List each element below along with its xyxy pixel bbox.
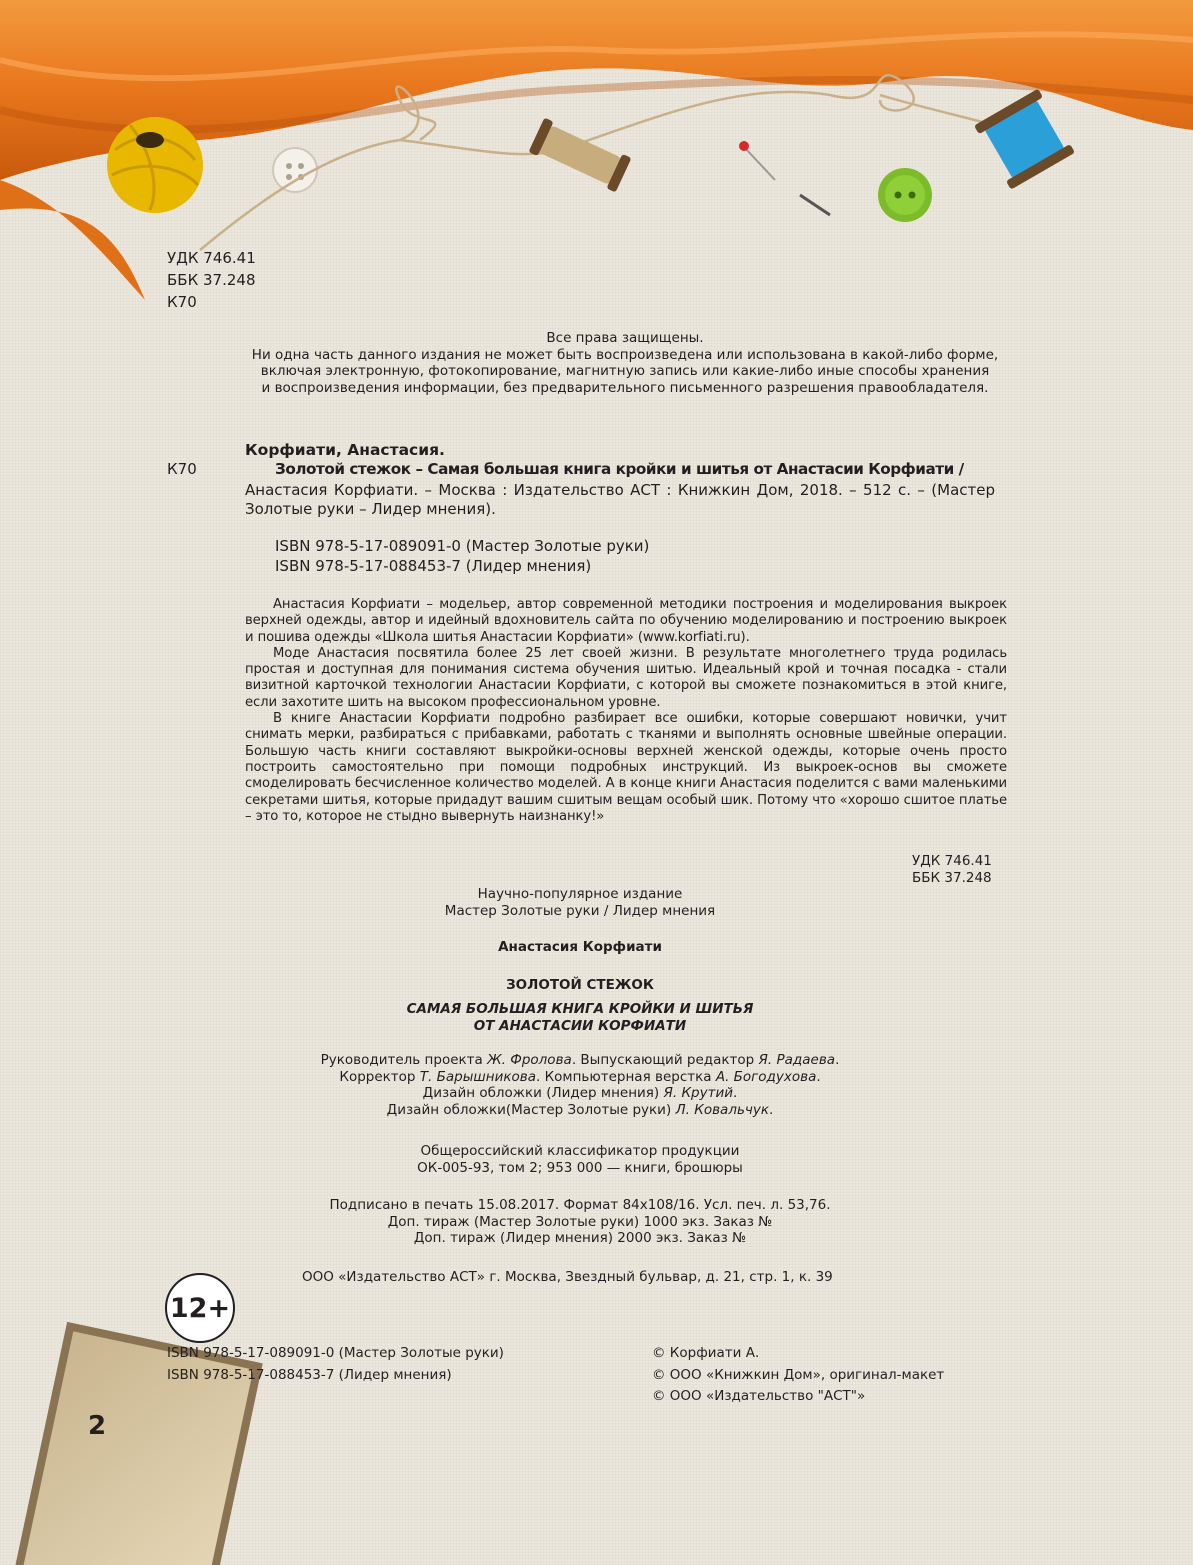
print-info — [280, 1197, 880, 1247]
rights-line: включая электронную, фотокопирование, магнитную запись или какие-либо иные способы хранения — [260, 363, 990, 379]
credit-role: Дизайн обложки(Мастер Золотые руки) — [386, 1101, 676, 1118]
page-number: 2 — [88, 1411, 107, 1441]
udk-code: УДК 746.41 — [167, 249, 256, 267]
rights-line: Ни одна часть данного издания не может быть воспроизведена или использована в какой-либо форме, — [251, 346, 999, 363]
print-line: Доп. тираж (Мастер Золотые руки) 1000 экз. Заказ № — [387, 1213, 773, 1230]
credit-name: Я. Радаева — [758, 1052, 836, 1068]
classifier — [330, 1143, 830, 1176]
credit-role: Корректор — [339, 1068, 420, 1085]
copyright — [652, 1345, 944, 1405]
age-rating-badge: 12+ — [165, 1273, 235, 1343]
bbk-code: ББК 37.248 — [912, 869, 992, 886]
edition-subtitle-line: ОТ АНАСТАСИИ КОРФИАТИ — [473, 1017, 687, 1034]
credit-name: А. Богодухова — [715, 1068, 817, 1085]
edition-subtitle-line: САМАЯ БОЛЬШАЯ КНИГА КРОЙКИ И ШИТЬЯ — [406, 1001, 754, 1017]
catalog-isbn: ISBN 978-5-17-088453-7 (Лидер мнения) — [275, 557, 592, 575]
header-codes — [167, 249, 256, 311]
needle-icon — [800, 195, 830, 215]
credit-role: Руководитель проекта — [320, 1052, 488, 1068]
edition-subtitle — [330, 1001, 830, 1034]
rights-notice — [245, 330, 1005, 396]
credit-line: Дизайн обложки (Лидер мнения) Я. Крутий. — [422, 1085, 738, 1101]
credit-name: Я. Крутий — [663, 1085, 734, 1101]
edition-type-line: Научно-популярное издание — [477, 886, 683, 902]
catalog-author: Корфиати, Анастасия. — [245, 441, 445, 459]
udk-code: УДК 746.41 — [912, 853, 992, 869]
annotation-paragraph: Моде Анастасия посвятила более 25 лет своей жизни. В результате многолетнего труда родилась простая и доступная для понимания система обучения шитью. Идеальный крой и точная посадка - стали визитной карточкой технологии Анастасии Корфиати, с которой вы сможете познакомиться в этой книге, если захотите шить на высоком профессиональном уровне. — [245, 645, 1007, 710]
footer-isbn-line: ISBN 978-5-17-089091-0 (Мастер Золотые руки) — [167, 1345, 504, 1361]
credit-line: Руководитель проекта Ж. Фролова. Выпускающий редактор Я. Радаева. — [320, 1052, 840, 1068]
classifier-line: ОК-005-93, том 2; 953 000 — книги, брошюры — [417, 1159, 743, 1176]
edition-author: Анастасия Корфиати — [498, 939, 662, 955]
publisher-address: ООО «Издательство АСТ» г. Москва, Звездный бульвар, д. 21, стр. 1, к. 39 — [302, 1269, 833, 1285]
print-line: Доп. тираж (Лидер мнения) 2000 экз. Заказ № — [413, 1230, 747, 1246]
classifier-line: Общероссийский классификатор продукции — [420, 1143, 740, 1159]
credit-line: Корректор Т. Барышникова. Компьютерная верстка А. Богодухова. — [339, 1068, 821, 1085]
rights-line: и воспроизведения информации, без предварительного письменного разрешения правообладателя. — [261, 379, 989, 396]
copyright-line: © Корфиати А. — [652, 1345, 760, 1361]
bbk-code: ББК 37.248 — [167, 271, 256, 289]
catalog-title: Золотой стежок – Самая большая книга кройки и шитья от Анастасии Корфиати / — [275, 460, 964, 478]
edition-title: ЗОЛОТОЙ СТЕЖОК — [506, 977, 654, 993]
copyright-line: © ООО «Издательство "АСТ"» — [652, 1388, 866, 1404]
blue-spool-icon — [974, 89, 1075, 190]
annotation-codes — [912, 853, 992, 886]
credit-name: Т. Барышникова — [419, 1068, 536, 1085]
footer-isbn — [167, 1345, 504, 1383]
edition-type — [380, 886, 780, 919]
print-line: Подписано в печать 15.08.2017. Формат 84x108/16. Усл. печ. л. 53,76. — [329, 1197, 831, 1213]
credit-name: Л. Ковальчук — [675, 1101, 770, 1118]
credit-name: Ж. Фролова — [487, 1052, 572, 1068]
credit-role: . Выпускающий редактор — [571, 1052, 759, 1068]
white-button-icon — [273, 148, 317, 192]
credit-role: . Компьютерная верстка — [535, 1068, 716, 1085]
annotation-paragraph: В книге Анастасии Корфиати подробно разбирает все ошибки, которые совершают новички, учит снимать мерки, разбираться с прибавками, работать с тканями и выполнять основные швейные операции. Большую часть книги составляют выкройки-основы верхней женской одежды, которые очень просто построить самостоятельно при помощи подробных инструкций. Из выкроек-основ вы сможете смоделировать бесчисленное количество моделей. А в конце книги Анастасия поделится с вами маленькими секретами шитья, которые придадут вашим сшитым вещам особый шик. Потому что «хорошо сшитое платье – это то, которое не стыдно вывернуть наизнанку!» — [245, 711, 1008, 824]
footer-isbn-line: ISBN 978-5-17-088453-7 (Лидер мнения) — [167, 1366, 452, 1383]
catalog-imprint: Анастасия Корфиати. – Москва : Издательство АСТ : Книжкин Дом, 2018. – 512 с. – (Мастер Золотые руки – Лидер мнения). — [245, 481, 995, 518]
twine-spool-icon — [528, 117, 631, 192]
credits — [230, 1052, 930, 1118]
credit-role: Дизайн обложки (Лидер мнения) — [422, 1085, 664, 1101]
catalog-mark: К70 — [167, 460, 197, 478]
copyright-line: © ООО «Книжкин Дом», оригинал-макет — [652, 1366, 945, 1383]
rights-line: Все права защищены. — [546, 330, 704, 346]
catalog-card — [167, 441, 1007, 575]
annotation — [245, 597, 1007, 825]
catalog-isbn: ISBN 978-5-17-089091-0 (Мастер Золотые руки) — [275, 537, 650, 555]
edition-series: Мастер Золотые руки / Лидер мнения — [444, 902, 716, 919]
annotation-paragraph: Анастасия Корфиати – модельер, автор современной методики построения и моделирования выкроек верхней одежды, автор и идейный вдохновитель сайта по обучению моделированию и построению выкроек и пошива одежды «Школа шитья Анастасии Корфиати» (www.korfiati.ru). — [245, 597, 1007, 645]
author-mark: К70 — [167, 293, 197, 311]
credit-line: Дизайн обложки(Мастер Золотые руки) Л. Ковальчук. — [386, 1101, 774, 1118]
